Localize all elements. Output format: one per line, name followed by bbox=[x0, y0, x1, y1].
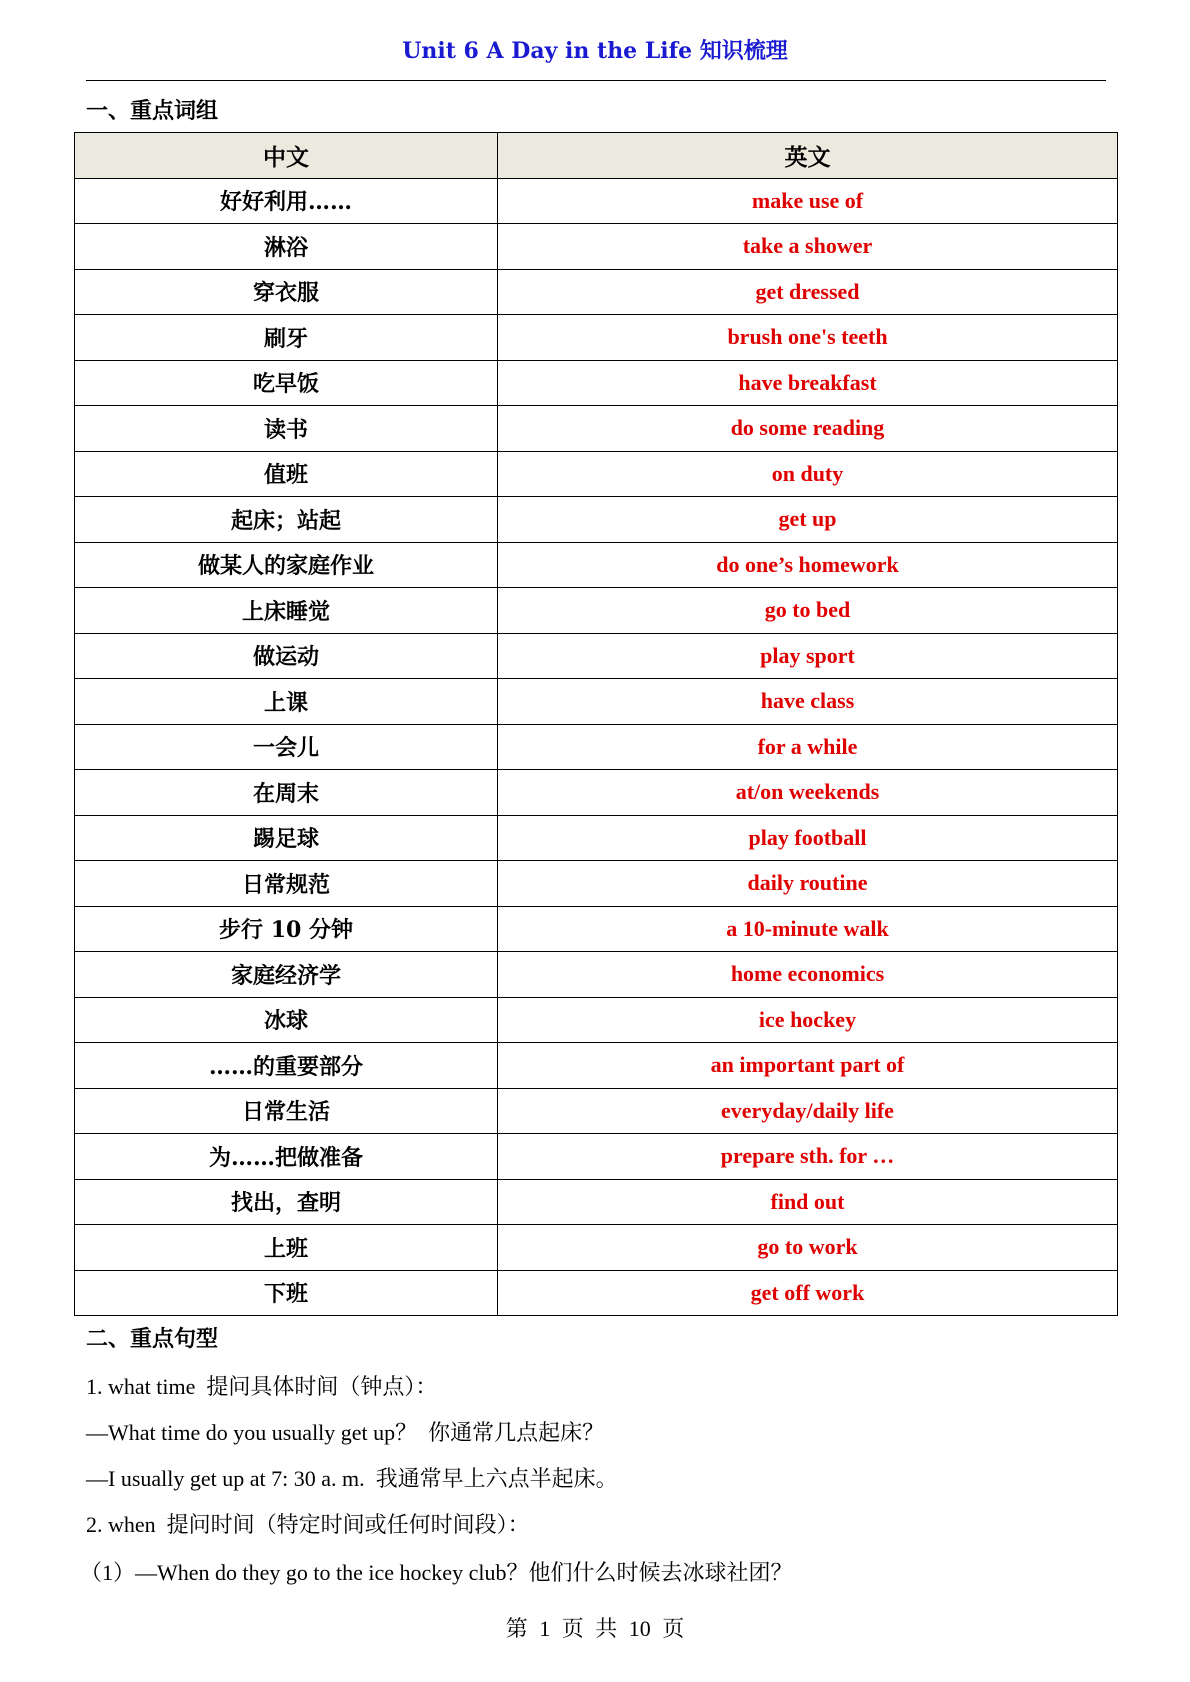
table-row bbox=[75, 1179, 1118, 1225]
english-cell: prepare sth. for … bbox=[498, 1134, 1118, 1180]
english-cell: go to bed bbox=[498, 588, 1118, 634]
chinese-cell: 上床睡觉 bbox=[75, 588, 498, 634]
english-cell: make use of bbox=[498, 178, 1118, 224]
table-row bbox=[75, 1225, 1118, 1271]
chinese-cell: 吃早饭 bbox=[75, 360, 498, 406]
table-row bbox=[75, 1134, 1118, 1180]
chinese-cell: 日常规范 bbox=[75, 861, 498, 907]
page-title: Unit 6 A Day in the Life 知识梳理 bbox=[402, 38, 788, 64]
chinese-cell: 在周末 bbox=[75, 770, 498, 816]
english-cell: go to work bbox=[498, 1225, 1118, 1271]
column-header-chinese: 中文 bbox=[75, 133, 498, 179]
english-cell: get up bbox=[498, 497, 1118, 543]
title-divider bbox=[86, 80, 1106, 81]
table-header-row bbox=[75, 133, 1118, 179]
english-cell: home economics bbox=[498, 952, 1118, 998]
chinese-cell: 家庭经济学 bbox=[75, 952, 498, 998]
english-cell: play sport bbox=[498, 633, 1118, 679]
chinese-cell: 下班 bbox=[75, 1270, 498, 1316]
table-row bbox=[75, 724, 1118, 770]
table-row bbox=[75, 406, 1118, 452]
english-cell: an important part of bbox=[498, 1043, 1118, 1089]
sentence-line: 2. when 提问时间（特定时间或任何时间段）： bbox=[86, 1512, 530, 1537]
chinese-cell: 步行 10 分钟 bbox=[75, 906, 498, 952]
table-row bbox=[75, 633, 1118, 679]
page-footer: 第 1 页 共 10 页 bbox=[505, 1616, 685, 1641]
column-header-english: 英文 bbox=[498, 133, 1118, 179]
table-row bbox=[75, 1270, 1118, 1316]
english-cell: do some reading bbox=[498, 406, 1118, 452]
section-heading-phrases: 一、重点词组 bbox=[86, 98, 219, 124]
english-cell: for a while bbox=[498, 724, 1118, 770]
sentence-line: 1. what time 提问具体时间（钟点）： bbox=[86, 1374, 438, 1399]
chinese-cell: 一会儿 bbox=[75, 724, 498, 770]
chinese-cell: 冰球 bbox=[75, 997, 498, 1043]
table-row bbox=[75, 679, 1118, 725]
table-row bbox=[75, 997, 1118, 1043]
chinese-cell: 日常生活 bbox=[75, 1088, 498, 1134]
chinese-cell: 上班 bbox=[75, 1225, 498, 1271]
english-cell: ice hockey bbox=[498, 997, 1118, 1043]
chinese-cell: 踢足球 bbox=[75, 815, 498, 861]
chinese-cell: 值班 bbox=[75, 451, 498, 497]
chinese-cell: 淋浴 bbox=[75, 224, 498, 270]
chinese-cell: 找出，查明 bbox=[75, 1179, 498, 1225]
chinese-cell: ……的重要部分 bbox=[75, 1043, 498, 1089]
section-heading-sentences: 二、重点句型 bbox=[86, 1326, 219, 1352]
english-cell: everyday/daily life bbox=[498, 1088, 1118, 1134]
english-cell: daily routine bbox=[498, 861, 1118, 907]
table-row bbox=[75, 770, 1118, 816]
english-cell: brush one's teeth bbox=[498, 315, 1118, 361]
sentence-line: —What time do you usually get up？ 你通常几点起床？ bbox=[86, 1420, 605, 1445]
table-row bbox=[75, 360, 1118, 406]
table-row bbox=[75, 269, 1118, 315]
english-cell: find out bbox=[498, 1179, 1118, 1225]
table-row bbox=[75, 542, 1118, 588]
english-cell: take a shower bbox=[498, 224, 1118, 270]
vocabulary-table bbox=[74, 132, 1118, 1316]
chinese-cell: 穿衣服 bbox=[75, 269, 498, 315]
chinese-cell: 好好利用…… bbox=[75, 178, 498, 224]
chinese-cell: 刷牙 bbox=[75, 315, 498, 361]
chinese-cell: 做运动 bbox=[75, 633, 498, 679]
chinese-cell: 上课 bbox=[75, 679, 498, 725]
english-cell: play football bbox=[498, 815, 1118, 861]
english-cell: have class bbox=[498, 679, 1118, 725]
table-row bbox=[75, 906, 1118, 952]
english-cell: get off work bbox=[498, 1270, 1118, 1316]
english-cell: at/on weekends bbox=[498, 770, 1118, 816]
sentence-line: （1）—When do they go to the ice hockey club？他们什么时候去冰球社团？ bbox=[80, 1560, 793, 1585]
english-cell: have breakfast bbox=[498, 360, 1118, 406]
table-row bbox=[75, 1043, 1118, 1089]
chinese-cell: 读书 bbox=[75, 406, 498, 452]
sentence-line: —I usually get up at 7: 30 a. m. 我通常早上六点半起床。 bbox=[86, 1466, 618, 1491]
english-cell: do one’s homework bbox=[498, 542, 1118, 588]
english-cell: get dressed bbox=[498, 269, 1118, 315]
english-cell: on duty bbox=[498, 451, 1118, 497]
table-row bbox=[75, 952, 1118, 998]
table-row bbox=[75, 178, 1118, 224]
table-row bbox=[75, 315, 1118, 361]
table-row bbox=[75, 861, 1118, 907]
english-cell: a 10-minute walk bbox=[498, 906, 1118, 952]
table-row bbox=[75, 588, 1118, 634]
chinese-cell: 起床；站起 bbox=[75, 497, 498, 543]
table-row bbox=[75, 1088, 1118, 1134]
table-row bbox=[75, 224, 1118, 270]
table-row bbox=[75, 451, 1118, 497]
table-row bbox=[75, 497, 1118, 543]
chinese-cell: 为……把做准备 bbox=[75, 1134, 498, 1180]
table-row bbox=[75, 815, 1118, 861]
chinese-cell: 做某人的家庭作业 bbox=[75, 542, 498, 588]
